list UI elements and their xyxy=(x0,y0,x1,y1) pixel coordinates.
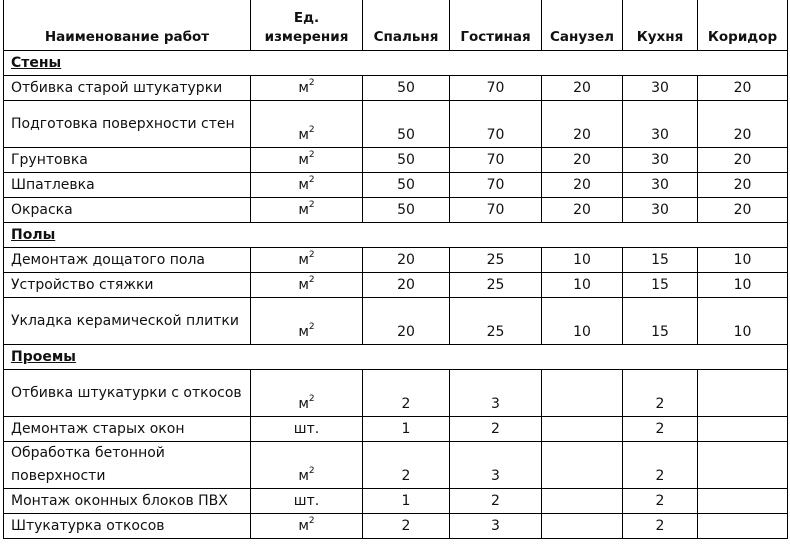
value-corridor: 10 xyxy=(698,248,788,273)
unit-label: шт. xyxy=(293,421,320,437)
unit-cell xyxy=(251,248,363,273)
table-row xyxy=(4,370,788,417)
section-title: Полы xyxy=(4,223,788,248)
header-corridor: Коридор xyxy=(698,0,788,51)
value-bathroom: 10 xyxy=(542,298,623,345)
work-name: Устройство стяжки xyxy=(4,273,251,298)
unit-cell xyxy=(251,173,363,198)
value-kitchen: 2 xyxy=(623,442,698,489)
table-row xyxy=(4,101,788,148)
value-corridor: 20 xyxy=(698,173,788,198)
value-bathroom: 10 xyxy=(542,273,623,298)
table-row xyxy=(4,442,788,489)
unit-label: м xyxy=(298,324,309,340)
value-bathroom: 20 xyxy=(542,76,623,101)
value-corridor xyxy=(698,417,788,442)
unit-label: м xyxy=(298,202,309,218)
table-row xyxy=(4,148,788,173)
value-kitchen: 30 xyxy=(623,198,698,223)
value-kitchen: 30 xyxy=(623,148,698,173)
value-bedroom: 20 xyxy=(363,298,450,345)
work-name: Грунтовка xyxy=(4,148,251,173)
unit-exponent: 2 xyxy=(308,394,315,404)
value-bedroom: 20 xyxy=(363,273,450,298)
section-row xyxy=(4,345,788,370)
work-name: Обработка бетонной поверхности xyxy=(4,442,251,489)
unit-exponent: 2 xyxy=(308,466,315,476)
value-living-room: 25 xyxy=(450,298,542,345)
header-unit: Ед. измерения xyxy=(251,0,363,51)
value-bedroom: 20 xyxy=(363,248,450,273)
table-row xyxy=(4,173,788,198)
value-bathroom xyxy=(542,442,623,489)
value-bathroom xyxy=(542,514,623,539)
unit-exponent: 2 xyxy=(308,150,315,160)
unit-label: м xyxy=(298,518,309,534)
value-living-room: 70 xyxy=(450,173,542,198)
unit-label: м xyxy=(298,177,309,193)
value-bedroom: 50 xyxy=(363,101,450,148)
work-name: Монтаж оконных блоков ПВХ xyxy=(4,489,251,514)
unit-label: м xyxy=(298,468,309,484)
table-row xyxy=(4,76,788,101)
unit-cell xyxy=(251,417,363,442)
work-name: Демонтаж старых окон xyxy=(4,417,251,442)
value-bathroom xyxy=(542,489,623,514)
value-bedroom: 50 xyxy=(363,198,450,223)
value-living-room: 70 xyxy=(450,101,542,148)
table-row xyxy=(4,273,788,298)
unit-cell xyxy=(251,101,363,148)
value-kitchen: 30 xyxy=(623,101,698,148)
work-name: Окраска xyxy=(4,198,251,223)
work-name: Отбивка штукатурки с откосов xyxy=(4,370,251,417)
unit-cell xyxy=(251,298,363,345)
value-bedroom: 2 xyxy=(363,442,450,489)
unit-cell xyxy=(251,514,363,539)
unit-cell xyxy=(251,198,363,223)
section-title: Проемы xyxy=(4,345,788,370)
value-living-room: 3 xyxy=(450,370,542,417)
value-kitchen: 15 xyxy=(623,248,698,273)
value-bedroom: 50 xyxy=(363,148,450,173)
value-bathroom xyxy=(542,417,623,442)
value-bedroom: 1 xyxy=(363,489,450,514)
value-bathroom xyxy=(542,370,623,417)
work-name: Укладка керамической плитки xyxy=(4,298,251,345)
header-row xyxy=(4,0,788,51)
unit-cell xyxy=(251,370,363,417)
value-corridor: 20 xyxy=(698,148,788,173)
unit-label: м xyxy=(298,80,309,96)
work-name: Отбивка старой штукатурки xyxy=(4,76,251,101)
value-kitchen: 2 xyxy=(623,370,698,417)
value-kitchen: 15 xyxy=(623,298,698,345)
works-table xyxy=(3,0,788,539)
value-corridor xyxy=(698,442,788,489)
table-row xyxy=(4,248,788,273)
table-row xyxy=(4,514,788,539)
unit-label: м xyxy=(298,277,309,293)
header-kitchen: Кухня xyxy=(623,0,698,51)
work-name: Шпатлевка xyxy=(4,173,251,198)
unit-exponent: 2 xyxy=(308,78,315,88)
unit-label: м xyxy=(298,396,309,412)
work-name: Демонтаж дощатого пола xyxy=(4,248,251,273)
value-bedroom: 2 xyxy=(363,370,450,417)
unit-label: м xyxy=(298,152,309,168)
value-corridor: 10 xyxy=(698,273,788,298)
unit-label: м xyxy=(298,252,309,268)
work-name: Подготовка поверхности стен xyxy=(4,101,251,148)
value-kitchen: 2 xyxy=(623,417,698,442)
value-kitchen: 2 xyxy=(623,514,698,539)
value-corridor xyxy=(698,514,788,539)
value-kitchen: 30 xyxy=(623,76,698,101)
value-living-room: 3 xyxy=(450,514,542,539)
value-bathroom: 10 xyxy=(542,248,623,273)
section-title: Стены xyxy=(4,51,788,76)
header-bathroom: Санузел xyxy=(542,0,623,51)
unit-exponent: 2 xyxy=(308,516,315,526)
table-row xyxy=(4,489,788,514)
value-living-room: 25 xyxy=(450,248,542,273)
value-kitchen: 15 xyxy=(623,273,698,298)
unit-label: м xyxy=(298,127,309,143)
header-bedroom: Спальня xyxy=(363,0,450,51)
unit-cell xyxy=(251,442,363,489)
table-row xyxy=(4,298,788,345)
value-bathroom: 20 xyxy=(542,148,623,173)
value-corridor: 10 xyxy=(698,298,788,345)
value-bathroom: 20 xyxy=(542,101,623,148)
value-living-room: 3 xyxy=(450,442,542,489)
table-row xyxy=(4,417,788,442)
value-living-room: 70 xyxy=(450,198,542,223)
value-living-room: 70 xyxy=(450,148,542,173)
value-corridor: 20 xyxy=(698,76,788,101)
unit-exponent: 2 xyxy=(308,125,315,135)
value-bedroom: 2 xyxy=(363,514,450,539)
value-corridor xyxy=(698,370,788,417)
table-row xyxy=(4,198,788,223)
value-bathroom: 20 xyxy=(542,173,623,198)
unit-cell xyxy=(251,273,363,298)
unit-exponent: 2 xyxy=(308,250,315,260)
value-corridor: 20 xyxy=(698,101,788,148)
value-living-room: 25 xyxy=(450,273,542,298)
value-living-room: 2 xyxy=(450,489,542,514)
value-bedroom: 1 xyxy=(363,417,450,442)
unit-exponent: 2 xyxy=(308,322,315,332)
value-bathroom: 20 xyxy=(542,198,623,223)
work-name: Штукатурка откосов xyxy=(4,514,251,539)
value-living-room: 70 xyxy=(450,76,542,101)
unit-cell xyxy=(251,148,363,173)
header-living-room: Гостиная xyxy=(450,0,542,51)
unit-exponent: 2 xyxy=(308,275,315,285)
section-row xyxy=(4,51,788,76)
value-living-room: 2 xyxy=(450,417,542,442)
table-body xyxy=(4,51,788,539)
unit-cell xyxy=(251,489,363,514)
unit-label: шт. xyxy=(293,493,320,509)
unit-exponent: 2 xyxy=(308,200,315,210)
value-bedroom: 50 xyxy=(363,76,450,101)
value-corridor xyxy=(698,489,788,514)
section-row xyxy=(4,223,788,248)
value-corridor: 20 xyxy=(698,198,788,223)
value-kitchen: 2 xyxy=(623,489,698,514)
value-kitchen: 30 xyxy=(623,173,698,198)
value-bedroom: 50 xyxy=(363,173,450,198)
unit-cell xyxy=(251,76,363,101)
header-work-name: Наименование работ xyxy=(4,0,251,51)
unit-exponent: 2 xyxy=(308,175,315,185)
